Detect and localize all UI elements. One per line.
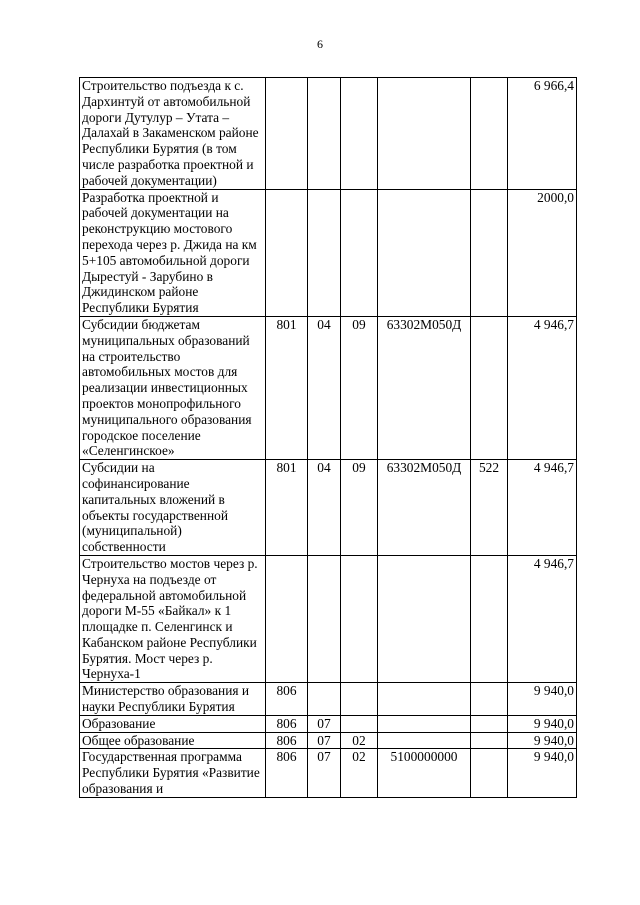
ministry-code-cell: 806	[266, 732, 308, 749]
target-code-cell	[378, 683, 471, 716]
table-row	[80, 555, 577, 682]
amount-cell: 4 946,7	[508, 460, 577, 556]
ministry-code-cell: 806	[266, 749, 308, 797]
item-name-cell: Разработка проектной и рабочей документации на реконструкцию мостового перехода через р. Джида на км 5+105 автомобильной дороги Дырестуй - Зарубино в Джидинском районе Республики Бурятия	[80, 189, 266, 316]
target-code-cell	[378, 732, 471, 749]
ministry-code-cell	[266, 189, 308, 316]
ministry-code-cell: 806	[266, 715, 308, 732]
table-row	[80, 316, 577, 459]
target-code-cell	[378, 715, 471, 732]
subsection-code-cell	[341, 555, 378, 682]
ministry-code-cell	[266, 555, 308, 682]
subsection-code-cell	[341, 715, 378, 732]
amount-cell: 9 940,0	[508, 749, 577, 797]
item-name-cell: Субсидии бюджетам муниципальных образований на строительство автомобильных мостов для реализации инвестиционных проектов монопрофильного муниципального образования городское поселение «Селенгинское»	[80, 316, 266, 459]
expense-type-cell	[471, 78, 508, 190]
item-name-cell: Министерство образования и науки Республики Бурятия	[80, 683, 266, 716]
item-name-cell: Субсидии на софинансирование капитальных вложений в объекты государственной (муниципальной) собственности	[80, 460, 266, 556]
section-code-cell: 04	[308, 460, 341, 556]
amount-cell: 4 946,7	[508, 555, 577, 682]
expense-type-cell	[471, 189, 508, 316]
ministry-code-cell: 801	[266, 316, 308, 459]
target-code-cell: 63302М050Д	[378, 460, 471, 556]
target-code-cell	[378, 555, 471, 682]
subsection-code-cell: 09	[341, 316, 378, 459]
budget-table	[79, 77, 577, 798]
section-code-cell	[308, 189, 341, 316]
expense-type-cell	[471, 749, 508, 797]
target-code-cell: 5100000000	[378, 749, 471, 797]
section-code-cell: 07	[308, 749, 341, 797]
ministry-code-cell: 806	[266, 683, 308, 716]
expense-type-cell	[471, 316, 508, 459]
table-row	[80, 78, 577, 190]
subsection-code-cell	[341, 683, 378, 716]
table-row	[80, 189, 577, 316]
subsection-code-cell: 02	[341, 732, 378, 749]
expense-type-cell	[471, 683, 508, 716]
subsection-code-cell: 09	[341, 460, 378, 556]
page-number: 6	[317, 37, 323, 51]
ministry-code-cell	[266, 78, 308, 190]
section-code-cell	[308, 78, 341, 190]
ministry-code-cell: 801	[266, 460, 308, 556]
subsection-code-cell	[341, 78, 378, 190]
target-code-cell	[378, 78, 471, 190]
expense-type-cell	[471, 715, 508, 732]
subsection-code-cell	[341, 189, 378, 316]
table-row	[80, 749, 577, 797]
item-name-cell: Образование	[80, 715, 266, 732]
expense-type-cell: 522	[471, 460, 508, 556]
expense-type-cell	[471, 555, 508, 682]
table-row	[80, 460, 577, 556]
amount-cell: 9 940,0	[508, 715, 577, 732]
section-code-cell: 04	[308, 316, 341, 459]
item-name-cell: Общее образование	[80, 732, 266, 749]
section-code-cell: 07	[308, 732, 341, 749]
section-code-cell	[308, 555, 341, 682]
amount-cell: 6 966,4	[508, 78, 577, 190]
item-name-cell: Государственная программа Республики Бурятия «Развитие образования и	[80, 749, 266, 797]
amount-cell: 9 940,0	[508, 732, 577, 749]
subsection-code-cell: 02	[341, 749, 378, 797]
target-code-cell	[378, 189, 471, 316]
section-code-cell: 07	[308, 715, 341, 732]
amount-cell: 9 940,0	[508, 683, 577, 716]
table-row	[80, 715, 577, 732]
item-name-cell: Строительство подъезда к с. Дархинтуй от автомобильной дороги Дутулур – Утата – Далахай в Закаменском районе Республики Бурятия (в том числе разработка проектной и рабочей документации)	[80, 78, 266, 190]
amount-cell: 4 946,7	[508, 316, 577, 459]
table-row	[80, 683, 577, 716]
table-row	[80, 732, 577, 749]
amount-cell: 2000,0	[508, 189, 577, 316]
expense-type-cell	[471, 732, 508, 749]
item-name-cell: Строительство мостов через р. Чернуха на подъезде от федеральной автомобильной дороги М-55 «Байкал» к 1 площадке п. Селенгинск и Кабанском районе Республики Бурятия. Мост через р. Чернуха-1	[80, 555, 266, 682]
section-code-cell	[308, 683, 341, 716]
target-code-cell: 63302М050Д	[378, 316, 471, 459]
